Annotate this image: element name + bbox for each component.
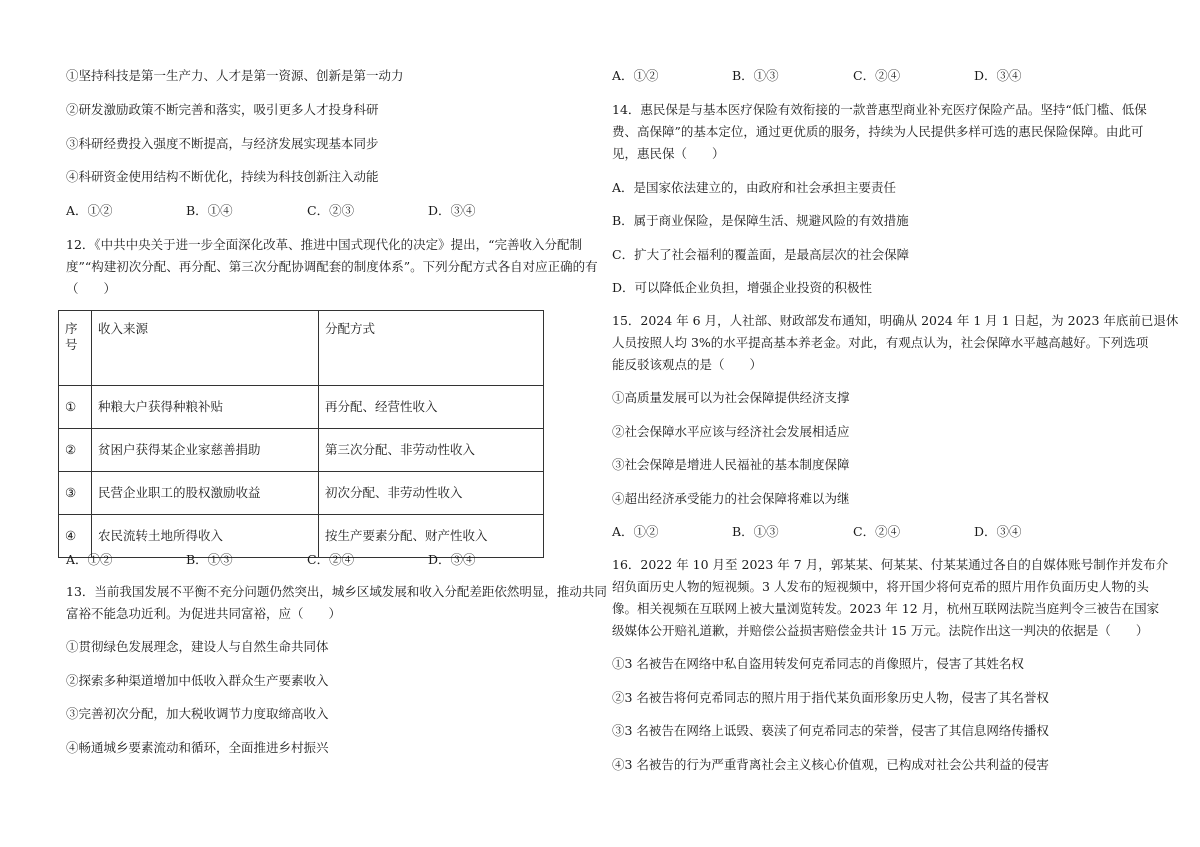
- distribution-table: [58, 310, 544, 558]
- q13-option-a: A．①②: [612, 68, 659, 83]
- q13-stem-line-2: 富裕不能急功近利。为促进共同富裕，应（ ）: [66, 606, 342, 621]
- row-no: ④: [59, 515, 92, 558]
- q14-choice-c: C．扩大了社会福利的覆盖面，是最高层次的社会保障: [612, 247, 910, 262]
- q15-option-c: C．②④: [853, 524, 901, 539]
- q13-stem-line-1: 13．当前我国发展不平衡不充分问题仍然突出，城乡区域发展和收入分配差距依然明显，推动共同: [66, 584, 607, 599]
- q16-stem-line-3: 像。相关视频在互联网上被大量浏览转发。2023 年 12 月，杭州互联网法院当庭判令三被告在国家: [612, 601, 1160, 616]
- q13-option-d: D．③④: [974, 68, 1022, 83]
- q11-item-1: ①坚持科技是第一生产力、人才是第一资源、创新是第一动力: [66, 68, 404, 83]
- q14-choice-b: B．属于商业保险，是保障生活、规避风险的有效措施: [612, 213, 909, 228]
- q15-options: [612, 524, 1072, 540]
- table-row: [59, 472, 544, 515]
- q11-options: [66, 203, 526, 219]
- row-source: 种粮大户获得种粮补贴: [92, 386, 319, 429]
- q15-item-4: ④超出经济承受能力的社会保障将难以为继: [612, 491, 850, 506]
- q13-option-c: C．②④: [853, 68, 901, 83]
- q11-option-d: D．③④: [428, 203, 476, 218]
- q13-item-2: ②探索多种渠道增加中低收入群众生产要素收入: [66, 673, 329, 688]
- row-method: 再分配、经营性收入: [319, 386, 544, 429]
- q11-item-3: ③科研经费投入强度不断提高，与经济发展实现基本同步: [66, 136, 379, 151]
- q14-stem-line-2: 费、高保障”的基本定位，通过更优质的服务，持续为人民提供多样可选的惠民保险保障。由此可: [612, 124, 1144, 139]
- q11-item-2: ②研发激励政策不断完善和落实，吸引更多人才投身科研: [66, 102, 379, 117]
- q16-item-2: ②3 名被告将何克希同志的照片用于指代某负面形象历史人物，侵害了其名誉权: [612, 690, 1049, 705]
- q14-stem-line-3: 见，惠民保（ ）: [612, 146, 725, 161]
- q14-stem-line-1: 14．惠民保是与基本医疗保险有效衔接的一款普惠型商业补充医疗保险产品。坚持“低门槛、低保: [612, 102, 1147, 117]
- q15-stem-line-3: 能反驳该观点的是（ ）: [612, 357, 763, 372]
- header-no: 序 号: [59, 311, 92, 386]
- row-no: ①: [59, 386, 92, 429]
- q16-item-1: ①3 名被告在网络中私自盗用转发何克希同志的肖像照片，侵害了其姓名权: [612, 656, 1024, 671]
- q12-option-c: C．②④: [307, 552, 355, 567]
- q15-option-b: B．①③: [732, 524, 779, 539]
- q13-item-4: ④畅通城乡要素流动和循环，全面推进乡村振兴: [66, 740, 329, 755]
- q12-option-a: A．①②: [66, 552, 113, 567]
- q14-choice-a: A．是国家依法建立的，由政府和社会承担主要责任: [612, 180, 897, 195]
- row-method: 按生产要素分配、财产性收入: [319, 515, 544, 558]
- q12-stem-line-2: 度”“构建初次分配、再分配、第三次分配协调配套的制度体系”。下列分配方式各自对应正确的有: [66, 259, 598, 274]
- row-method: 第三次分配、非劳动性收入: [319, 429, 544, 472]
- q15-stem-line-2: 人员按照人均 3%的水平提高基本养老金。对此，有观点认为，社会保障水平越高越好。下列选项: [612, 335, 1149, 350]
- q15-item-1: ①高质量发展可以为社会保障提供经济支撑: [612, 390, 850, 405]
- row-no: ②: [59, 429, 92, 472]
- row-no: ③: [59, 472, 92, 515]
- row-source: 民营企业职工的股权激励收益: [92, 472, 319, 515]
- q11-option-b: B．①④: [186, 203, 233, 218]
- q15-option-a: A．①②: [612, 524, 659, 539]
- q13-item-3: ③完善初次分配，加大税收调节力度取缔高收入: [66, 706, 329, 721]
- q12-options: [66, 552, 526, 568]
- q15-item-3: ③社会保障是增进人民福祉的基本制度保障: [612, 457, 850, 472]
- q14-choice-d: D．可以降低企业负担，增强企业投资的积极性: [612, 280, 873, 295]
- q15-option-d: D．③④: [974, 524, 1022, 539]
- q16-stem-line-1: 16．2022 年 10 月至 2023 年 7 月，郭某某、何某某、付某某通过各自的自媒体账号制作并发布介: [612, 557, 1169, 572]
- q13-options: [612, 68, 1072, 84]
- q16-stem-line-4: 级媒体公开赔礼道歉，并赔偿公益损害赔偿金共计 15 万元。法院作出这一判决的依据是（ ）: [612, 623, 1149, 638]
- q15-stem-line-1: 15．2024 年 6 月，人社部、财政部发布通知，明确从 2024 年 1 月 1 日起，为 2023 年底前已退休: [612, 313, 1179, 328]
- q12-stem-line-3: （ ）: [66, 281, 117, 296]
- table-row: [59, 386, 544, 429]
- header-method: 分配方式: [319, 311, 544, 386]
- q16-item-3: ③3 名被告在网络上诋毁、亵渎了何克希同志的荣誉，侵害了其信息网络传播权: [612, 723, 1049, 738]
- q12-option-b: B．①③: [186, 552, 233, 567]
- q13-option-b: B．①③: [732, 68, 779, 83]
- table-header-row: [59, 311, 544, 386]
- table-row: [59, 429, 544, 472]
- q16-item-4: ④3 名被告的行为严重背离社会主义核心价值观，已构成对社会公共利益的侵害: [612, 757, 1049, 772]
- q12-option-d: D．③④: [428, 552, 476, 567]
- row-source: 贫困户获得某企业家慈善捐助: [92, 429, 319, 472]
- row-method: 初次分配、非劳动性收入: [319, 472, 544, 515]
- q11-option-a: A．①②: [66, 203, 113, 218]
- q12-stem-line-1: 12．《中共中央关于进一步全面深化改革、推进中国式现代化的决定》提出，“完善收入分配制: [66, 237, 583, 252]
- q11-option-c: C．②③: [307, 203, 355, 218]
- q13-item-1: ①贯彻绿色发展理念，建设人与自然生命共同体: [66, 639, 329, 654]
- row-source: 农民流转土地所得收入: [92, 515, 319, 558]
- q16-stem-line-2: 绍负面历史人物的短视频。3 人发布的短视频中，将开国少将何克希的照片用作负面历史人物的头: [612, 579, 1149, 594]
- q11-item-4: ④科研资金使用结构不断优化，持续为科技创新注入动能: [66, 169, 379, 184]
- header-source: 收入来源: [92, 311, 319, 386]
- q15-item-2: ②社会保障水平应该与经济社会发展相适应: [612, 424, 850, 439]
